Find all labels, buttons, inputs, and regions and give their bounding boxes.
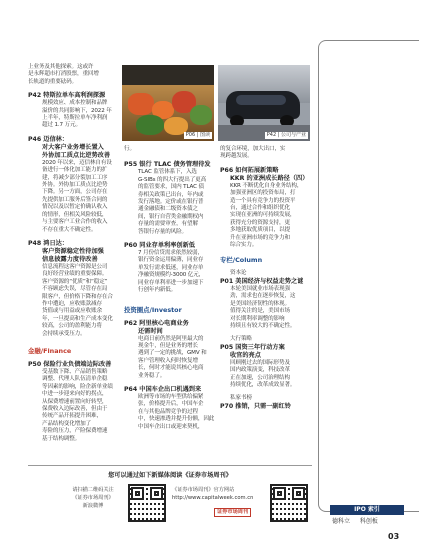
index-bar[interactable] (330, 505, 404, 515)
column-1 (28, 64, 120, 443)
column-3 (220, 146, 312, 411)
site-url-link[interactable]: http://www.capitalweek.com.cn (172, 495, 254, 501)
article-p62-title[interactable]: P62 阿里核心电商业务 (124, 319, 189, 327)
section-label-investor: 投资圈点/Investor (124, 305, 182, 314)
page-number: 03 (388, 532, 400, 541)
index-title: IPO 索引 (354, 506, 380, 513)
footer-rule (28, 465, 312, 466)
subsection-dahang: 大行策略 (230, 336, 252, 343)
article-p42-body: 规模效应、成本控制和品牌 溢价的共同影响下，2022 年 上半年，特斯拉单车净利润 超过 1.7 万元。 (42, 100, 112, 129)
article-p55-title[interactable]: P55 银行 TLAC 债务管理待发 (124, 161, 211, 169)
article-p64-title[interactable]: P64 中国车企出口机遇到来 (124, 385, 202, 393)
article-p05-body: 回顾刚过去的国际形势及 国内政策演变，科技改革 正在加速，公司治理结构 持续优化，改革成效显著。 (230, 359, 296, 388)
article-p64-body: 欧洲等市场的车型供给偏紧 张，价格提升后，中国车企 在与其他品牌竞争的过程 中，快速渗透并提升份额，因此 中国车企出口或迎来契机， (138, 393, 215, 430)
photo-p42-caption: P42 | 公司与产业 (266, 132, 306, 138)
footer-headline: 您可以通过如下新媒体阅读《证券市场周刊》 (108, 472, 232, 479)
footer-weibo-text: 请扫描二维码关注 《证券市场周刊》 新浪微博 (72, 487, 114, 509)
article-p66-subtitle: KKR 的亚洲成长路径（四） (230, 174, 309, 182)
article-p48-title[interactable]: P48 鸿日达： (28, 239, 69, 247)
article-p60-title[interactable]: P60 同业存单利率创新低 (124, 242, 195, 250)
article-p70-title[interactable]: P70 推销，只需一副红铃 (220, 402, 291, 410)
article-p55-body: TLAC 监管体系下，入选 G-SIBs 的四大行提出了更高 的监管要求，国内 TLAC 债 券相关政策已出台，年内或 发行落地。定价或在银行普 通金融债和二级资本债之 间，银行自营类金融期权内 存量的需要审查，有望解 答银行存量的风险。 (138, 169, 207, 235)
article-p48-subtitle: 客户资源稳定性待加强 信息披露力度待改善 (42, 247, 104, 263)
site-qr-code[interactable] (270, 484, 308, 522)
index-tab-frame (318, 40, 419, 512)
section-label-finance: 金融/Finance (28, 346, 72, 355)
article-p46-subtitle: 对大客户业务增长置入 外协加工质点比逆势改善 (42, 143, 111, 159)
section-label-column: 专栏/Column (220, 256, 263, 265)
column-2 (124, 146, 216, 431)
photo-p06[interactable] (122, 65, 214, 141)
article-p05-title[interactable]: P05 国资三年行动方案 (220, 343, 285, 351)
col3-continued-text: 的复合环境，加大出口，实 现跨越发展。 (220, 146, 286, 160)
weibo-qr-code[interactable] (128, 484, 166, 522)
article-p62-subtitle: 还需时间 (138, 327, 163, 335)
article-p42-title[interactable]: P42 特斯拉单车高利润探源 (28, 92, 106, 100)
photo-p42[interactable] (218, 65, 310, 141)
article-p66-title[interactable]: P66 如何拓展新策略 (220, 166, 279, 174)
subsection-zibenlun: 资本论 (230, 270, 247, 277)
intro-text: 上业务及其他探索。这或许 是永辉超市打消股票，重回增 长轨道的重要砝码。 (28, 64, 99, 85)
subsection-sike: 私家书榜 (230, 395, 252, 402)
index-item[interactable]: 德科立 (332, 518, 351, 525)
index-items (332, 518, 406, 526)
article-p50-title[interactable]: P50 保险行业负债端边际改善 (28, 360, 112, 368)
article-p62-body: 电商日前仍然是阿里最大的 现金牛，但是业务的增长 遇到了一定的挑战，GMV 和 客户管理收入何时恢复增 长，何时才能说其核心电商 业务稳了。 (138, 335, 207, 379)
brand-logo: 证券市场周刊 (214, 508, 251, 517)
index-item[interactable]: 科创板 (359, 518, 378, 525)
article-p60-body: 7 月份信贷需求依然较弱， 银行资金运用偏薄，同业存 单发行需求低迷，同业存单 净融资规模约-3000 亿元， 同业存单利率进一步加速下 行创年内新低。 (138, 250, 205, 294)
article-p48-body: 信息流程这客户资源是公司 良好经营业绩的重要保障。 客户资源的“优质”和“稳定” 不容顾虑失误，尽管存在局 限客户，但价格下降和存在合 作中遭迫，应收账款减存 货值或与用益或应收账余 年，一旦提高和生产成本变化 较高，公司的盈利能力将 会持续承受压力。 (42, 263, 113, 337)
footer-site-text: 《证券市场周刊》官方网站 http://www.capitalweek.com.cn (172, 486, 272, 502)
article-p66-body: KKR 不断优化自身业务结构， 加强亚洲区的投资布局，打 造一个具有竞争力的投资平 台，通过合作和组织优化 实现在亚洲的可持续发展， 获得充分的资源支持，更 多地获取优质项目，以提 升在亚洲市场的竞争力和 综合实力。 (230, 182, 303, 249)
col2-continued-text: 行。 (124, 146, 135, 152)
article-p46-body: 2020 年以来，迈信林自有设 备进行一体化加工能力的扩 建，将减少部分裂加工工序 外协。外协加工质点比逆势 下降。另一方面，公司存在 先提供加工服务后签合同的 情况以及以暂定价确认收入 的情形，但相关风险较低， 与主要客户工业合作的收入 不存在重大不确定性。 (42, 159, 112, 233)
article-p01-body: 本轮美国就业市场表现强 劲，需求也在逐步恢复，这 是美国经济韧性的体现。 值得关注的是，美国市场 对长期利率调整的影响 持续且有较大的不确定性。 (230, 285, 296, 329)
article-p01-title[interactable]: P01 美国经济与权益走势之谜 (220, 277, 304, 285)
article-p05-subtitle: 收官的亮点 (230, 351, 261, 359)
article-p50-body: 受基数下降、产品销售策略 调整、代理人队伍清单企稳 等因素的影响，险企新单业绩 中进一步迎来向好的拐点， 从保费增速前置向好转型， 保费收入边际改善，但由于 传统产品开拓提升困难， 产品结构变化增加了 寿险的压力，产险保费增速 基于结构调整。 (42, 368, 113, 442)
article-p46-title[interactable]: P46 迈信林： (28, 135, 69, 143)
photo-p06-caption: P06 | 图读 (185, 132, 210, 138)
